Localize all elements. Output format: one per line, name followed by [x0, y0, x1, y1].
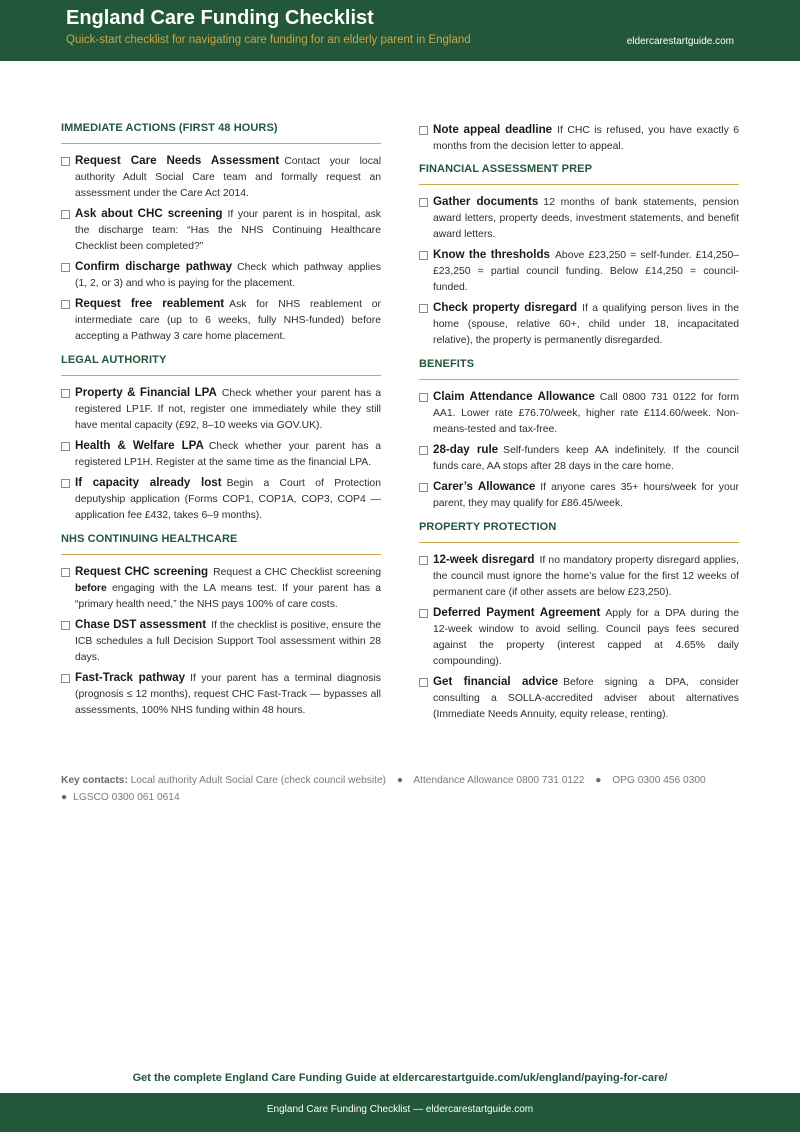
bullet-icon: ●	[595, 775, 602, 786]
item-text: Ask for NHS reablement or intermediate care (up to 6 weeks, fully NHS-funded) before accepting a Pathway 3 care home placement.	[75, 299, 381, 342]
checklist-item	[61, 206, 381, 255]
checklist-item	[419, 552, 739, 601]
item-lead: Health & Welfare LPA	[75, 439, 204, 452]
checkbox[interactable]	[419, 678, 428, 687]
checkbox[interactable]	[61, 674, 70, 683]
section-legal-authority	[61, 354, 381, 524]
item-lead: Ask about CHC screening	[75, 207, 223, 220]
section-title: LEGAL AUTHORITY	[61, 354, 381, 376]
checklist-item	[61, 617, 381, 666]
checkbox[interactable]	[419, 251, 428, 260]
checklist-item	[419, 442, 739, 475]
item-lead: Check property disregard	[433, 301, 578, 314]
page-title: England Care Funding Checklist	[66, 7, 374, 29]
item-text: Begin a Court of Protection deputyship application (Forms COP1, COP1A, COP3, COP4 — application fee £432, takes 6–9 months).	[75, 478, 381, 521]
section-title: NHS CONTINUING HEALTHCARE	[61, 533, 381, 555]
item-text: If your parent is in hospital, ask the discharge team: “Has the NHS Continuing Healthcare Checklist been completed?”	[75, 209, 382, 252]
checkbox[interactable]	[419, 483, 428, 492]
header-site-link[interactable]: eldercarestartguide.com	[626, 36, 734, 47]
item-lead: Confirm discharge pathway	[75, 260, 233, 273]
page-subtitle: Quick-start checklist for navigating care funding for an elderly parent in England	[66, 34, 471, 46]
checklist-item	[61, 296, 381, 345]
checklist-item	[419, 300, 739, 349]
section-title: PROPERTY PROTECTION	[419, 521, 739, 543]
checkbox[interactable]	[61, 300, 70, 309]
checkbox[interactable]	[419, 304, 428, 313]
page-footer: England Care Funding Checklist — eldercarestartguide.com	[0, 1093, 800, 1132]
checklist-item	[419, 605, 739, 670]
item-text: If anyone cares 35+ hours/week for your parent, they may qualify for £86.45/week.	[433, 482, 739, 509]
item-lead: Request free reablement	[75, 297, 225, 310]
checklist-item	[419, 122, 739, 155]
item-lead: Request Care Needs Assessment	[75, 154, 280, 167]
checklist-item	[61, 259, 381, 292]
bullet-icon: ●	[61, 792, 68, 803]
checkbox[interactable]	[419, 393, 428, 402]
contact-item: Local authority Adult Social Care (check council website)	[130, 775, 387, 786]
item-text: 12 months of bank statements, pension award letters, property deeds, investment statements, and benefit award letters.	[433, 197, 739, 240]
section-nhs-continuing-healthcare	[61, 533, 381, 719]
left-column	[61, 122, 381, 728]
contact-item: Attendance Allowance 0800 731 0122	[413, 775, 585, 786]
item-emphasis: before	[75, 583, 107, 594]
section-title: BENEFITS	[419, 358, 739, 380]
item-text: Above £23,250 = self-funder. £14,250–£23,250 = partial council funding. Below £14,250 = council-funded.	[433, 250, 739, 293]
checklist-item	[61, 153, 381, 202]
bullet-icon: ●	[396, 775, 404, 786]
section-title: FINANCIAL ASSESSMENT PREP	[419, 163, 739, 185]
checklist-item	[61, 670, 381, 719]
checkbox[interactable]	[61, 479, 70, 488]
item-text: Request a CHC Checklist screening	[213, 567, 381, 578]
checklist-item	[419, 247, 739, 296]
section-benefits	[419, 358, 739, 512]
key-contacts-label: Key contacts:	[61, 775, 128, 786]
item-lead: Gather documents	[433, 195, 539, 208]
checkbox[interactable]	[61, 263, 70, 272]
item-text: Apply for a DPA during the 12-week window to avoid selling. Council pays fees secured against the property (interest capped at 4.65% daily compounding).	[433, 608, 739, 667]
item-text: engaging with the LA means test. If your parent has a “primary health need,” the NHS pays 100% of care costs.	[75, 583, 381, 610]
checkbox[interactable]	[419, 609, 428, 618]
section-title: IMMEDIATE ACTIONS (FIRST 48 HOURS)	[61, 122, 381, 144]
item-text: Call 0800 731 0122 for form AA1. Lower rate £76.70/week, higher rate £114.60/week. Non-means-tested and tax-free.	[433, 392, 740, 435]
checklist-item	[61, 475, 381, 524]
item-text: Check whether your parent has a registered LP1H. Register at the same time as the financial LPA.	[75, 441, 382, 468]
checklist-item	[61, 564, 381, 613]
page-header	[0, 0, 800, 61]
item-lead: Claim Attendance Allowance	[433, 390, 595, 403]
item-text: Before signing a DPA, consider consulting a SOLLA-accredited adviser about alternatives (Immediate Needs Annuity, equity release, renting).	[433, 677, 739, 720]
contact-item: OPG 0300 456 0300	[612, 775, 706, 786]
guide-link[interactable]: Get the complete England Care Funding Guide at eldercarestartguide.com/uk/england/paying-for-care/	[132, 1072, 668, 1084]
item-text: If CHC is refused, you have exactly 6 months from the decision letter to appeal.	[433, 125, 740, 152]
right-column	[419, 122, 739, 732]
item-lead: Get financial advice	[433, 675, 559, 688]
checkbox[interactable]	[419, 446, 428, 455]
item-lead: Know the thresholds	[433, 248, 550, 261]
section-immediate-actions	[61, 122, 381, 345]
item-lead: 28-day rule	[433, 443, 499, 456]
item-text: Check which pathway applies (1, 2, or 3) and who is paying for the placement.	[75, 262, 381, 289]
item-text: Check whether your parent has a registered LP1F. If not, register one immediately while they still have mental capacity (£92, 8–10 weeks via GOV.UK).	[75, 388, 382, 431]
item-text: If the checklist is positive, ensure the ICB schedules a full Decision Support Tool assessment within 28 days.	[75, 620, 381, 663]
checklist-item	[419, 194, 739, 243]
checklist-item	[419, 479, 739, 512]
checklist-item	[61, 438, 381, 471]
item-lead: Carer’s Allowance	[433, 480, 536, 493]
section-financial-assessment-prep	[419, 163, 739, 349]
checkbox[interactable]	[61, 568, 70, 577]
item-lead: If capacity already lost	[75, 476, 222, 489]
item-text: If your parent has a terminal diagnosis (prognosis ≤ 12 months), request CHC Fast-Track — bypasses all assessments, 100% NHS funding within 48 hours.	[75, 673, 381, 716]
item-lead: Request CHC screening	[75, 565, 209, 578]
item-lead: Chase DST assessment	[75, 618, 207, 631]
checkbox[interactable]	[61, 210, 70, 219]
item-lead: Note appeal deadline	[433, 123, 553, 136]
checklist-item	[419, 389, 739, 438]
contact-item: LGSCO 0300 061 0614	[73, 792, 180, 803]
item-text: Self-funders keep AA indefinitely. If the council funds care, AA stops after 28 days in the care home.	[433, 445, 739, 472]
item-text: If no mandatory property disregard applies, the council must ignore the home’s value for the first 12 weeks of permanent care (if other assets are below £23,250).	[433, 555, 739, 598]
checkbox[interactable]	[61, 389, 70, 398]
item-lead: 12-week disregard	[433, 553, 535, 566]
checkbox[interactable]	[419, 126, 428, 135]
item-text: If a qualifying person lives in the home (spouse, relative 60+, child under 18, incapacitated relative), the property is permanently disregarded.	[433, 303, 739, 346]
checkbox[interactable]	[419, 198, 428, 207]
checkbox[interactable]	[61, 621, 70, 630]
checkbox[interactable]	[61, 442, 70, 451]
checkbox[interactable]	[419, 556, 428, 565]
checkbox[interactable]	[61, 157, 70, 166]
key-contacts	[61, 772, 741, 806]
section-property-protection	[419, 521, 739, 723]
item-lead: Property & Financial LPA	[75, 386, 217, 399]
item-text: Contact your local authority Adult Social Care team and formally request an assessment under the Care Act 2014.	[75, 156, 381, 199]
checklist-item	[419, 674, 739, 723]
item-lead: Deferred Payment Agreement	[433, 606, 601, 619]
item-lead: Fast-Track pathway	[75, 671, 186, 684]
checklist-item	[61, 385, 381, 434]
